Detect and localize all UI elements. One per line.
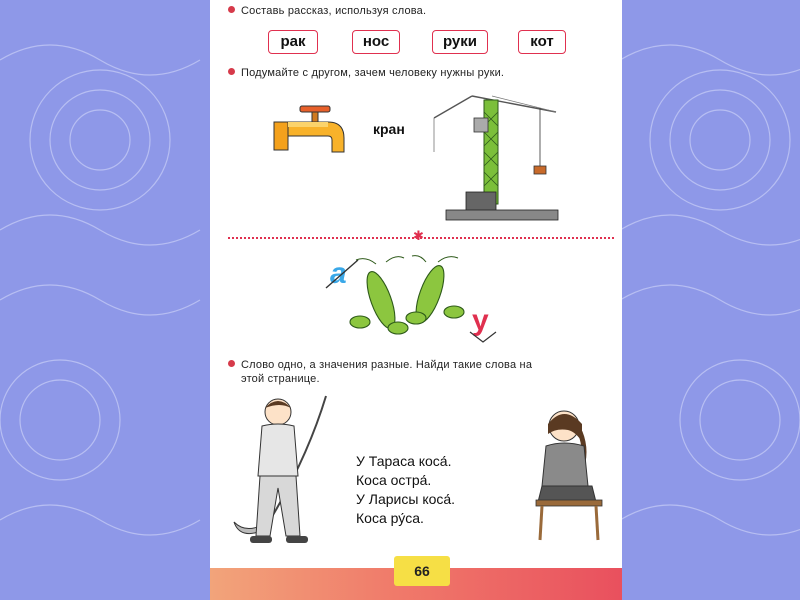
word-card-rak	[268, 30, 318, 54]
word-text: кот	[530, 33, 554, 50]
construction-crane-icon	[432, 92, 564, 224]
poem-block	[356, 452, 455, 528]
crane-label: кран	[373, 121, 405, 137]
poem-line: Коса остра́.	[356, 472, 432, 488]
word-text: рак	[280, 33, 306, 50]
word-card-ruki	[432, 30, 488, 54]
insert-mark-icon	[468, 330, 498, 344]
bullet-icon	[228, 68, 235, 75]
boy-with-scythe-icon	[230, 392, 342, 552]
bullet-icon	[228, 6, 235, 13]
task-1-text: Составь рассказ, используя слова.	[241, 5, 427, 17]
task-2-instruction	[228, 66, 504, 80]
divider-star-icon: ✱	[413, 228, 424, 243]
letter-u-text: у	[472, 304, 489, 337]
poem-line: У Ларисы коса́.	[356, 491, 456, 507]
page-number: 66	[394, 556, 450, 586]
poem-line: У Тараса коса́.	[356, 453, 452, 469]
word-text: нос	[362, 33, 390, 50]
girl-with-braid-icon	[526, 402, 612, 544]
crayfish-icon	[346, 252, 476, 340]
word-text: руки	[442, 33, 478, 50]
task-1-instruction	[228, 4, 426, 18]
task-3-text-line-1: Слово одно, а значения разные. Найди такие слова на	[241, 359, 533, 371]
bullet-icon	[228, 360, 235, 367]
textbook-page	[210, 0, 622, 600]
word-card-kot	[518, 30, 566, 54]
crossed-letter-text: а	[330, 257, 347, 290]
task-3-text-line-2: этой странице.	[241, 373, 320, 385]
task-3-instruction-continued	[241, 372, 320, 386]
task-3-instruction	[228, 358, 532, 372]
task-2-text: Подумайте с другом, зачем человеку нужны руки.	[241, 67, 505, 79]
poem-line: Коса ру́са.	[356, 510, 424, 526]
word-card-nos	[352, 30, 400, 54]
faucet-icon	[272, 104, 352, 162]
